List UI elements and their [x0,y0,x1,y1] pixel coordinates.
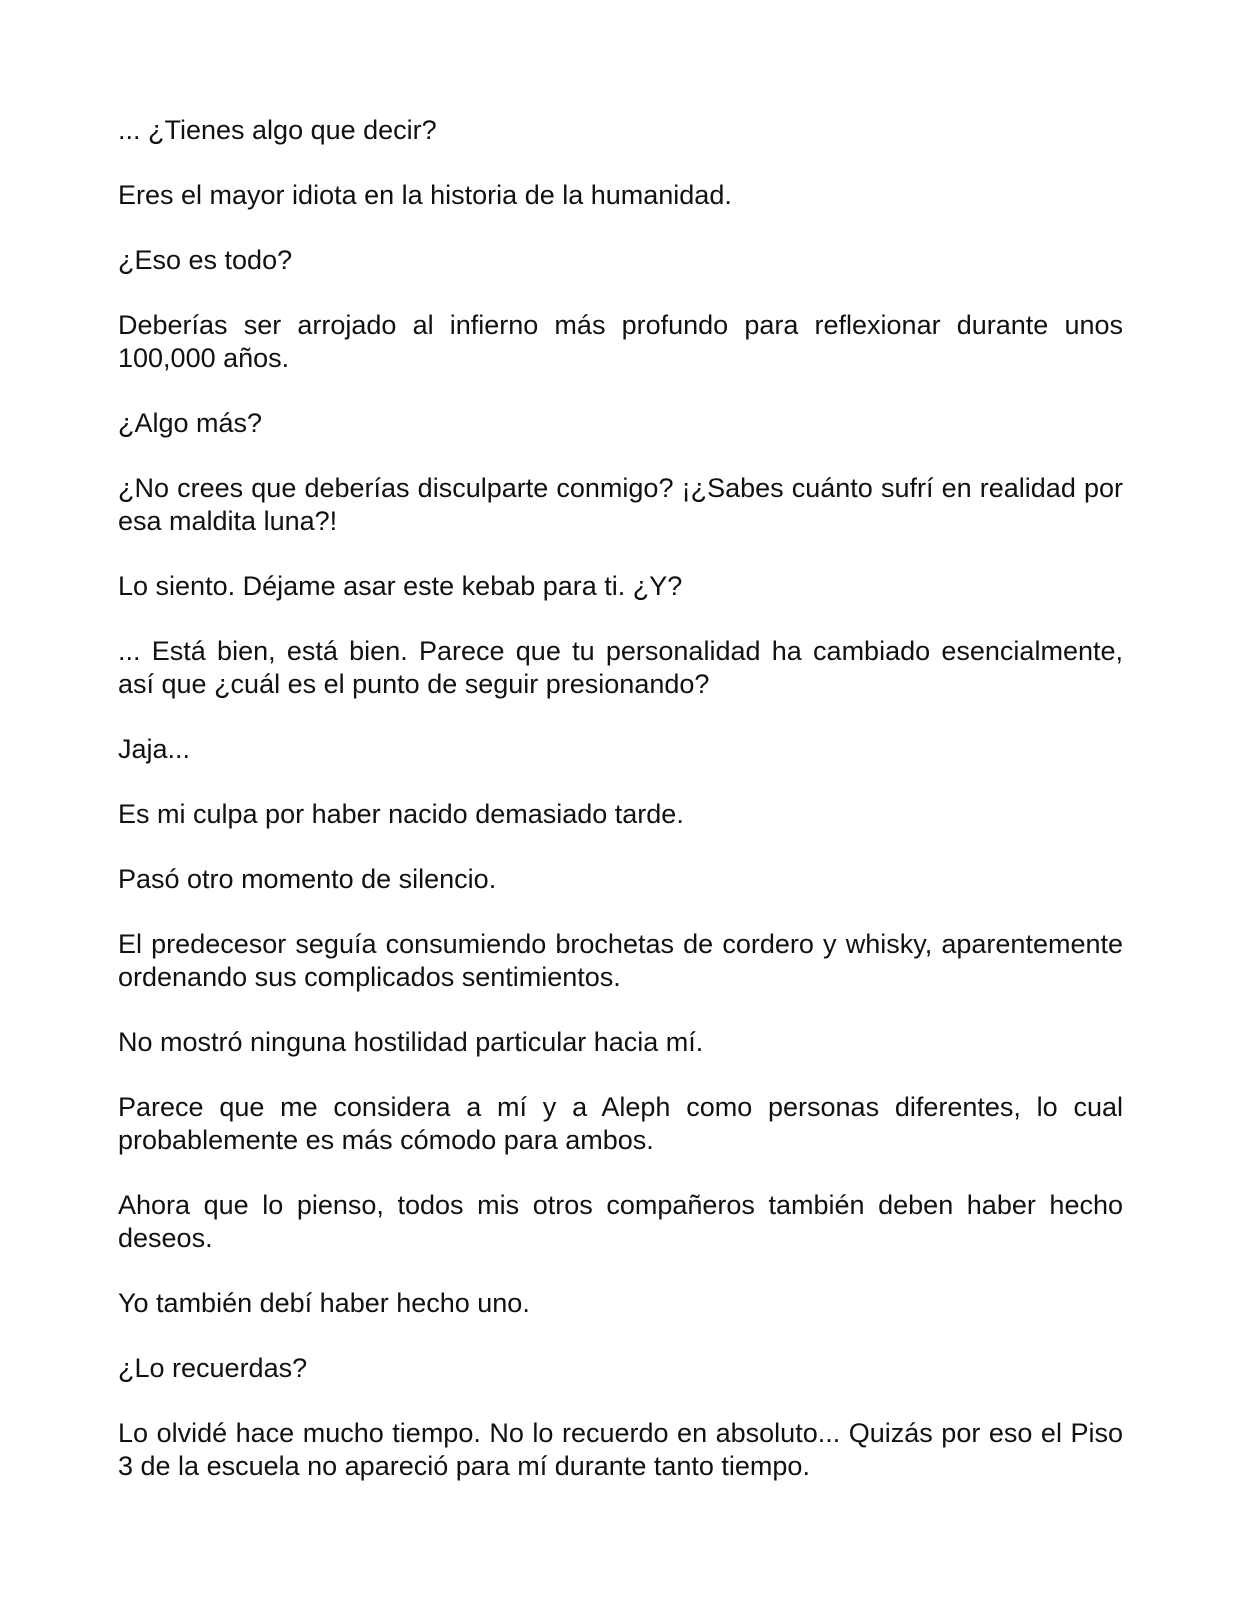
paragraph: El predecesor seguía consumiendo brochetas de cordero y whisky, aparentemente ordenando sus complicados sentimientos. [118,929,1123,992]
document-body [118,114,1123,1515]
paragraph: Lo olvidé hace mucho tiempo. No lo recuerdo en absoluto... Quizás por eso el Piso 3 de la escuela no apareció para mí durante tanto tiempo. [118,1418,1123,1481]
paragraph: Lo siento. Déjame asar este kebab para ti. ¿Y? [118,571,683,601]
paragraph: Eres el mayor idiota en la historia de la humanidad. [118,180,732,210]
paragraph: ... ¿Tienes algo que decir? [118,115,437,145]
paragraph: ¿No crees que deberías disculparte conmigo? ¡¿Sabes cuánto sufrí en realidad por esa maldita luna?! [118,473,1123,536]
paragraph: Yo también debí haber hecho uno. [118,1288,530,1318]
paragraph: ¿Eso es todo? [118,245,293,275]
paragraph: Ahora que lo pienso, todos mis otros compañeros también deben haber hecho deseos. [118,1190,1123,1253]
paragraph: No mostró ninguna hostilidad particular hacia mí. [118,1027,704,1057]
paragraph: Parece que me considera a mí y a Aleph como personas diferentes, lo cual probablemente es más cómodo para ambos. [118,1092,1123,1155]
paragraph: Es mi culpa por haber nacido demasiado tarde. [118,799,684,829]
paragraph: ¿Algo más? [118,408,263,438]
paragraph: Jaja... [118,734,191,764]
paragraph: Deberías ser arrojado al infierno más profundo para reflexionar durante unos 100,000 años. [118,310,1123,373]
paragraph: Pasó otro momento de silencio. [118,864,497,894]
paragraph: ... Está bien, está bien. Parece que tu personalidad ha cambiado esencialmente, así que ¿cuál es el punto de seguir presionando? [118,636,1123,699]
paragraph: ¿Lo recuerdas? [118,1353,308,1383]
